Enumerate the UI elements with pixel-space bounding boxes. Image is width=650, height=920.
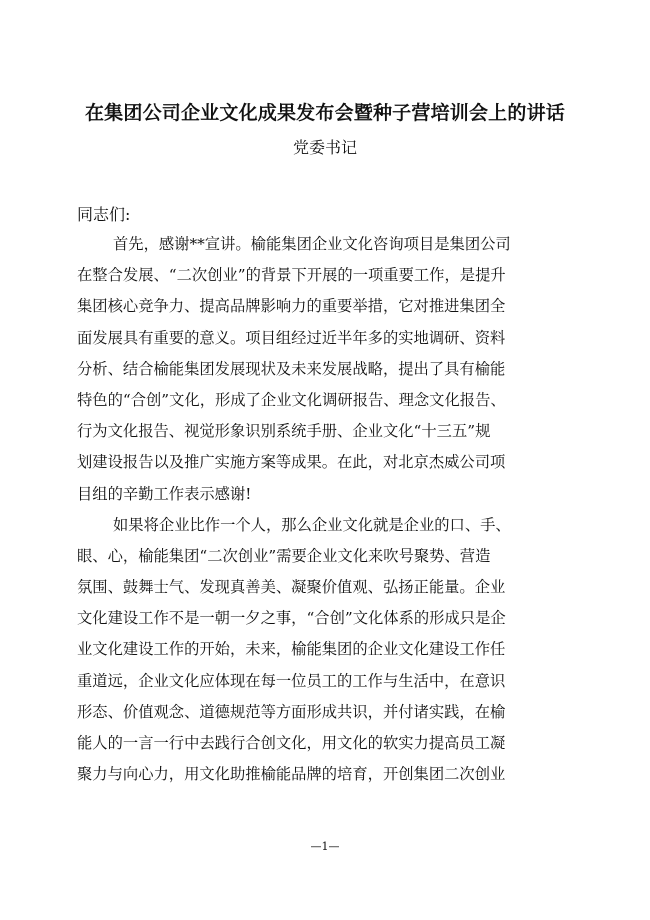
text-line: 业文化建设工作的开始，未来，榆能集团的企业文化建设工作任 — [77, 640, 506, 659]
text-line: 如果将企业比作一个人，那么企业文化就是企业的口、手、 — [113, 515, 511, 534]
paragraph-1 — [77, 229, 597, 510]
paragraph-2 — [77, 510, 597, 791]
salutation: 同志们: — [77, 205, 131, 224]
document-author: 党委书记 — [292, 138, 357, 157]
text-line: 特色的“合创”文化，形成了企业文化调研报告、理念文化报告、 — [77, 390, 506, 409]
text-line: 聚力与向心力，用文化助推榆能品牌的培育，开创集团二次创业 — [77, 765, 506, 784]
text-line: 文化建设工作不是一朝一夕之事，“合创”文化体系的形成只是企 — [77, 609, 506, 628]
text-line: 眼、心，榆能集团“二次创业”需要企业文化来吹号聚势、营造 — [77, 546, 491, 565]
body-text — [77, 229, 597, 790]
text-line: 氛围、鼓舞士气、发现真善美、凝聚价值观、弘扬正能量。企业 — [77, 578, 506, 597]
text-line: 形态、价值观念、道德规范等方面形成共识，并付诸实践，在榆 — [77, 702, 506, 721]
text-line: 首先，感谢**宣讲。榆能集团企业文化咨询项目是集团公司 — [113, 235, 511, 253]
text-line: 划建设报告以及推广实施方案等成果。在此，对北京杰威公司项 — [77, 453, 506, 472]
text-line: 行为文化报告、视觉形象识别系统手册、企业文化“十三五”规 — [77, 422, 491, 441]
text-line: 集团核心竞争力、提高品牌影响力的重要举措，它对推进集团全 — [77, 297, 506, 316]
text-line: 能人的一言一行中去践行合创文化，用文化的软实力提高员工凝 — [77, 734, 506, 752]
text-line: 分析、结合榆能集团发展现状及未来发展战略，提出了具有榆能 — [77, 359, 506, 378]
text-line: 面发展具有重要的意义。项目组经过近半年多的实地调研、资料 — [77, 328, 506, 347]
text-line: 重道远，企业文化应体现在每一位员工的工作与生活中，在意识 — [77, 671, 506, 690]
text-line: 在整合发展、“二次创业”的背景下开展的一项重要工作，是提升 — [77, 266, 506, 285]
page-number: —1— — [310, 840, 340, 853]
text-line: 目组的辛勤工作表示感谢! — [77, 484, 252, 503]
document-title: 在集团公司企业文化成果发布会暨种子营培训会上的讲话 — [84, 102, 565, 124]
